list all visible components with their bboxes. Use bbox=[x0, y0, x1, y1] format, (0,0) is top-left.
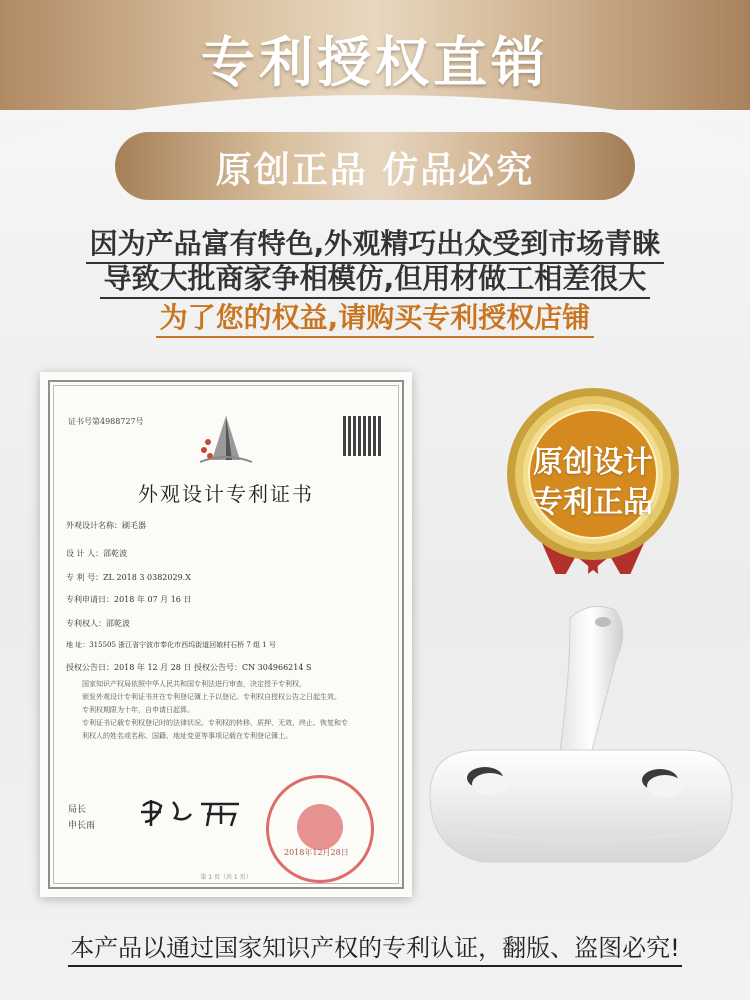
cert-field-designer: 设 计 人：邵乾波 bbox=[66, 549, 128, 558]
medal-text-line-1: 原创设计 bbox=[533, 445, 653, 480]
director-name-label: 申长雨 bbox=[68, 821, 96, 831]
director-signature bbox=[135, 792, 245, 832]
director-label: 局长 bbox=[68, 805, 87, 815]
lint-roller-product-image bbox=[420, 600, 740, 900]
qr-code-icon bbox=[343, 416, 383, 456]
cert-field-application-date: 专利申请日：2018 年 07 月 16 日 bbox=[66, 595, 192, 604]
cert-field-design-name: 外观设计名称：刷毛器 bbox=[66, 521, 146, 530]
page-title: 专利授权直销 bbox=[201, 31, 549, 94]
intro-line-2: 导致大批商家争相模仿,但用材做工相差很大 bbox=[0, 257, 750, 297]
footer-notice: 本产品以通过国家知识产权的专利认证，翻版、盗图必究! bbox=[0, 928, 750, 963]
certificate-title: 外观设计专利证书 bbox=[138, 482, 314, 506]
certificate-number: 证书号第4988727号 bbox=[68, 417, 144, 426]
official-seal-icon bbox=[266, 775, 374, 883]
certificate-paragraph: 国家知识产权局依照中华人民共和国专利法进行审查，决定授予专利权， 颁发外观设计专利证书并在专利登记簿上予以登记。专利权自授权公告之日起生效。 专利权期限为十年，自申请日起算。 专利证书记载专利权登记时的法律状况。专利权的转移、质押、无效、终止、恢复和专 利权人的姓名或名称、国籍、地址变更等事项记载在专利登记簿上。 bbox=[82, 680, 348, 740]
cert-field-patentee: 专利权人：邵乾波 bbox=[66, 619, 130, 628]
authentic-badge bbox=[115, 132, 635, 200]
medal-text-line-2: 专利正品 bbox=[533, 485, 653, 520]
cert-field-patent-number: 专 利 号：ZL 2018 3 0382029.X bbox=[66, 573, 191, 582]
seal-emblem bbox=[297, 804, 343, 850]
intro-line-1: 因为产品富有特色,外观精巧出众受到市场青睐 bbox=[0, 222, 750, 262]
certificate-page-mark: 第 1 页（共 1 页） bbox=[200, 874, 252, 881]
patent-certificate bbox=[40, 372, 412, 897]
seal-date: 2018年12月28日 bbox=[284, 848, 349, 857]
patent-office-emblem-icon bbox=[196, 412, 256, 468]
cert-field-grant-date: 授权公告日：2018 年 12 月 28 日 授权公告号：CN 304966214 S bbox=[66, 663, 312, 672]
intro-line-3: 为了您的权益,请购买专利授权店铺 bbox=[0, 296, 750, 336]
authentic-badge-text: 原创正品 仿品必究 bbox=[215, 150, 535, 191]
cert-field-address: 地 址：315505 浙江省宁波市奉化市西坞街道回娘村石桥 7 组 1 号 bbox=[66, 641, 276, 649]
